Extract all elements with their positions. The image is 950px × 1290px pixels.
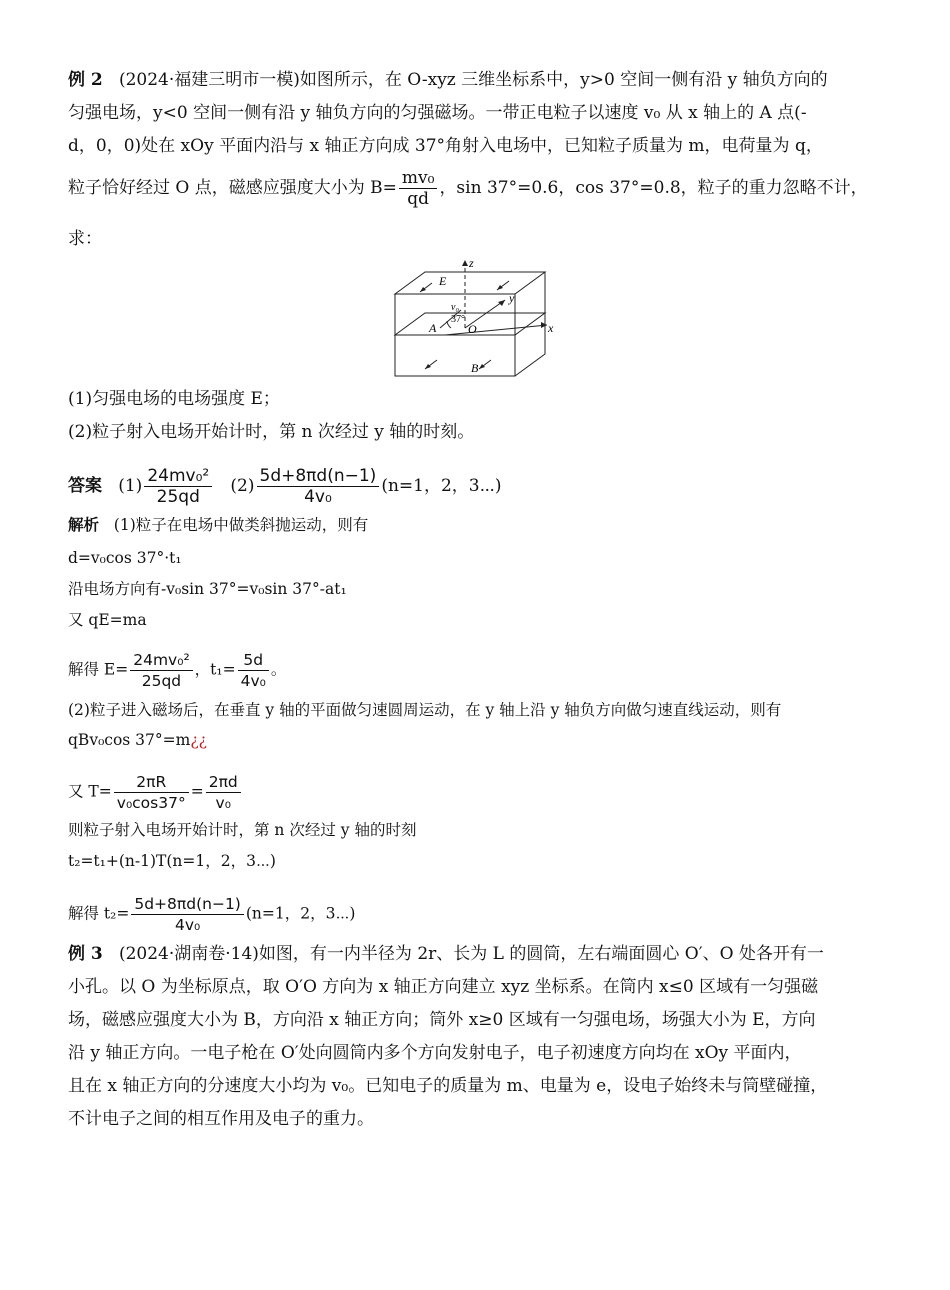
analysis-line2: d=v₀cos 37°·t₁ (68, 549, 182, 567)
question-1: (1)匀强电场的电场强度 E； (68, 389, 280, 409)
top-face (395, 272, 545, 294)
denominator: qd (407, 189, 430, 209)
text-span: ，t₁= (194, 660, 236, 679)
text-span: (2024·湖南卷·14)如图，有一内半径为 2r、长为 L 的圆筒，左右端面圆心 O′、O 处各开有一 (118, 944, 824, 964)
y-label: y (509, 291, 515, 305)
analysis-line7 (68, 728, 207, 752)
answer-label: 答案 (68, 476, 102, 496)
denominator: v₀ (215, 794, 231, 812)
analysis-line6: (2)粒子进入磁场后，在垂直 y 轴的平面做匀速圆周运动，在 y 轴上沿 y 轴负方向做匀速直线运动，则有 (68, 701, 782, 719)
analysis-line10: t₂=t₁+(n-1)T(n=1，2，3⋯) (68, 852, 276, 870)
answer-fraction-1 (144, 466, 212, 507)
text-span: (n=1，2，3⋯) (381, 476, 502, 496)
denominator: 4v₀ (174, 916, 201, 934)
example2-line3: d，0，0)处在 xOy 平面内沿与 x 轴正方向成 37°角射入电场中，已知粒子质量为 m，电荷量为 q， (68, 136, 823, 156)
numerator: 2πd (206, 772, 241, 793)
example2-line2: 匀强电场，y<0 空间一侧有沿 y 轴负方向的匀强磁场。一带正电粒子以速度 v₀ 从 x 轴上的 A 点(- (68, 103, 807, 123)
t2-fraction (131, 894, 244, 935)
b-label: B (471, 361, 479, 375)
answer-fraction-2 (257, 466, 380, 507)
analysis-line9: 则粒子射入电场开始计时，第 n 次经过 y 轴的时刻 (68, 821, 417, 839)
e-label: E (439, 274, 447, 288)
text-span: (1) (118, 476, 143, 496)
analysis-line5 (68, 650, 286, 691)
text-span: ¿¿ (190, 731, 207, 749)
text-span: (2) (230, 476, 255, 496)
example2-line5: 求： (68, 229, 102, 249)
example3-line2: 小孔。以 O 为坐标原点，取 O′O 方向为 x 轴正方向建立 xyz 坐标系。在筒内 x≤0 区域有一匀强磁 (68, 977, 819, 997)
analysis-line1 (68, 513, 368, 537)
text-span: (n=1，2，3⋯) (245, 904, 356, 923)
numerator: 24mv₀² (144, 466, 212, 487)
denominator: 25qd (141, 672, 182, 690)
cuboid-figure (385, 256, 565, 378)
t1-fraction (238, 650, 269, 691)
z-label: z (469, 256, 474, 270)
denominator: 4v₀ (304, 487, 332, 507)
analysis-line11 (68, 894, 355, 935)
example3-line6: 不计电子之间的相互作用及电子的重力。 (68, 1109, 374, 1129)
t-fraction-2 (206, 772, 241, 813)
example3-line1 (68, 942, 824, 966)
numerator: 5d+8πd(n−1) (257, 466, 380, 487)
t-fraction-1 (114, 772, 189, 813)
answer-line (68, 466, 502, 507)
angle-label: 37° (451, 314, 465, 325)
a-label: A (429, 321, 437, 335)
text-span: (1)粒子在电场中做类斜抛运动，则有 (113, 516, 369, 534)
example2-text: (2024·福建三明市一模)如图所示，在 O-xyz 三维坐标系中，y>0 空间一侧有沿 y 轴负方向的 (118, 70, 828, 90)
example2-line1 (68, 68, 828, 92)
text-span: 解得 E= (68, 660, 129, 679)
numerator: 5d+8πd(n−1) (131, 894, 244, 915)
text-span: qBv₀cos 37°=m (68, 731, 191, 749)
question-2: (2)粒子射入电场开始计时，第 n 次经过 y 轴的时刻。 (68, 422, 475, 442)
example2-line4 (68, 168, 868, 209)
example3-line5: 且在 x 轴正方向的分速度大小均为 v₀。已知电子的质量为 m、电量为 e，设电子始终未与筒壁碰撞， (68, 1076, 828, 1096)
example3-line4: 沿 y 轴正方向。一电子枪在 O′处向圆筒内多个方向发射电子，电子初速度方向均在 xOy 平面内， (68, 1043, 802, 1063)
analysis-line8 (68, 772, 243, 813)
numerator: 24mv₀² (130, 650, 192, 671)
numerator: 5d (238, 650, 269, 671)
denominator: v₀cos37° (116, 794, 186, 812)
x-label: x (548, 321, 554, 335)
e-fraction (130, 650, 192, 691)
numerator: mv₀ (399, 168, 438, 189)
numerator: 2πR (114, 772, 189, 793)
example3-line3: 场，磁感应强度大小为 B，方向沿 x 轴正方向；筒外 x≥0 区域有一匀强电场，场强大小为 E，方向 (68, 1010, 816, 1030)
v0-label: v₀ (451, 302, 459, 313)
b-fraction (399, 168, 438, 209)
text-span: 粒子恰好经过 O 点，磁感应强度大小为 B= (68, 178, 397, 198)
denominator: 4v₀ (240, 672, 266, 690)
z-arrowhead (462, 260, 468, 266)
denominator: 25qd (156, 487, 200, 507)
text-span: 又 T= (68, 782, 112, 801)
analysis-line4: 又 qE=ma (68, 611, 147, 629)
text-span: 。 (270, 660, 287, 679)
analysis-line3: 沿电场方向有-v₀sin 37°=v₀sin 37°-at₁ (68, 580, 347, 598)
x-arrowhead (541, 322, 547, 328)
analysis-label: 解析 (68, 515, 100, 534)
y-arrowhead (498, 300, 505, 306)
text-span: 解得 t₂= (68, 904, 130, 923)
text-span: ，sin 37°=0.6，cos 37°=0.8，粒子的重力忽略不计， (439, 178, 868, 198)
o-label: O (468, 322, 477, 336)
example3-label: 例 3 (68, 944, 103, 964)
text-span: = (190, 782, 204, 801)
x-axis (445, 325, 547, 335)
example2-label: 例 2 (68, 70, 103, 90)
